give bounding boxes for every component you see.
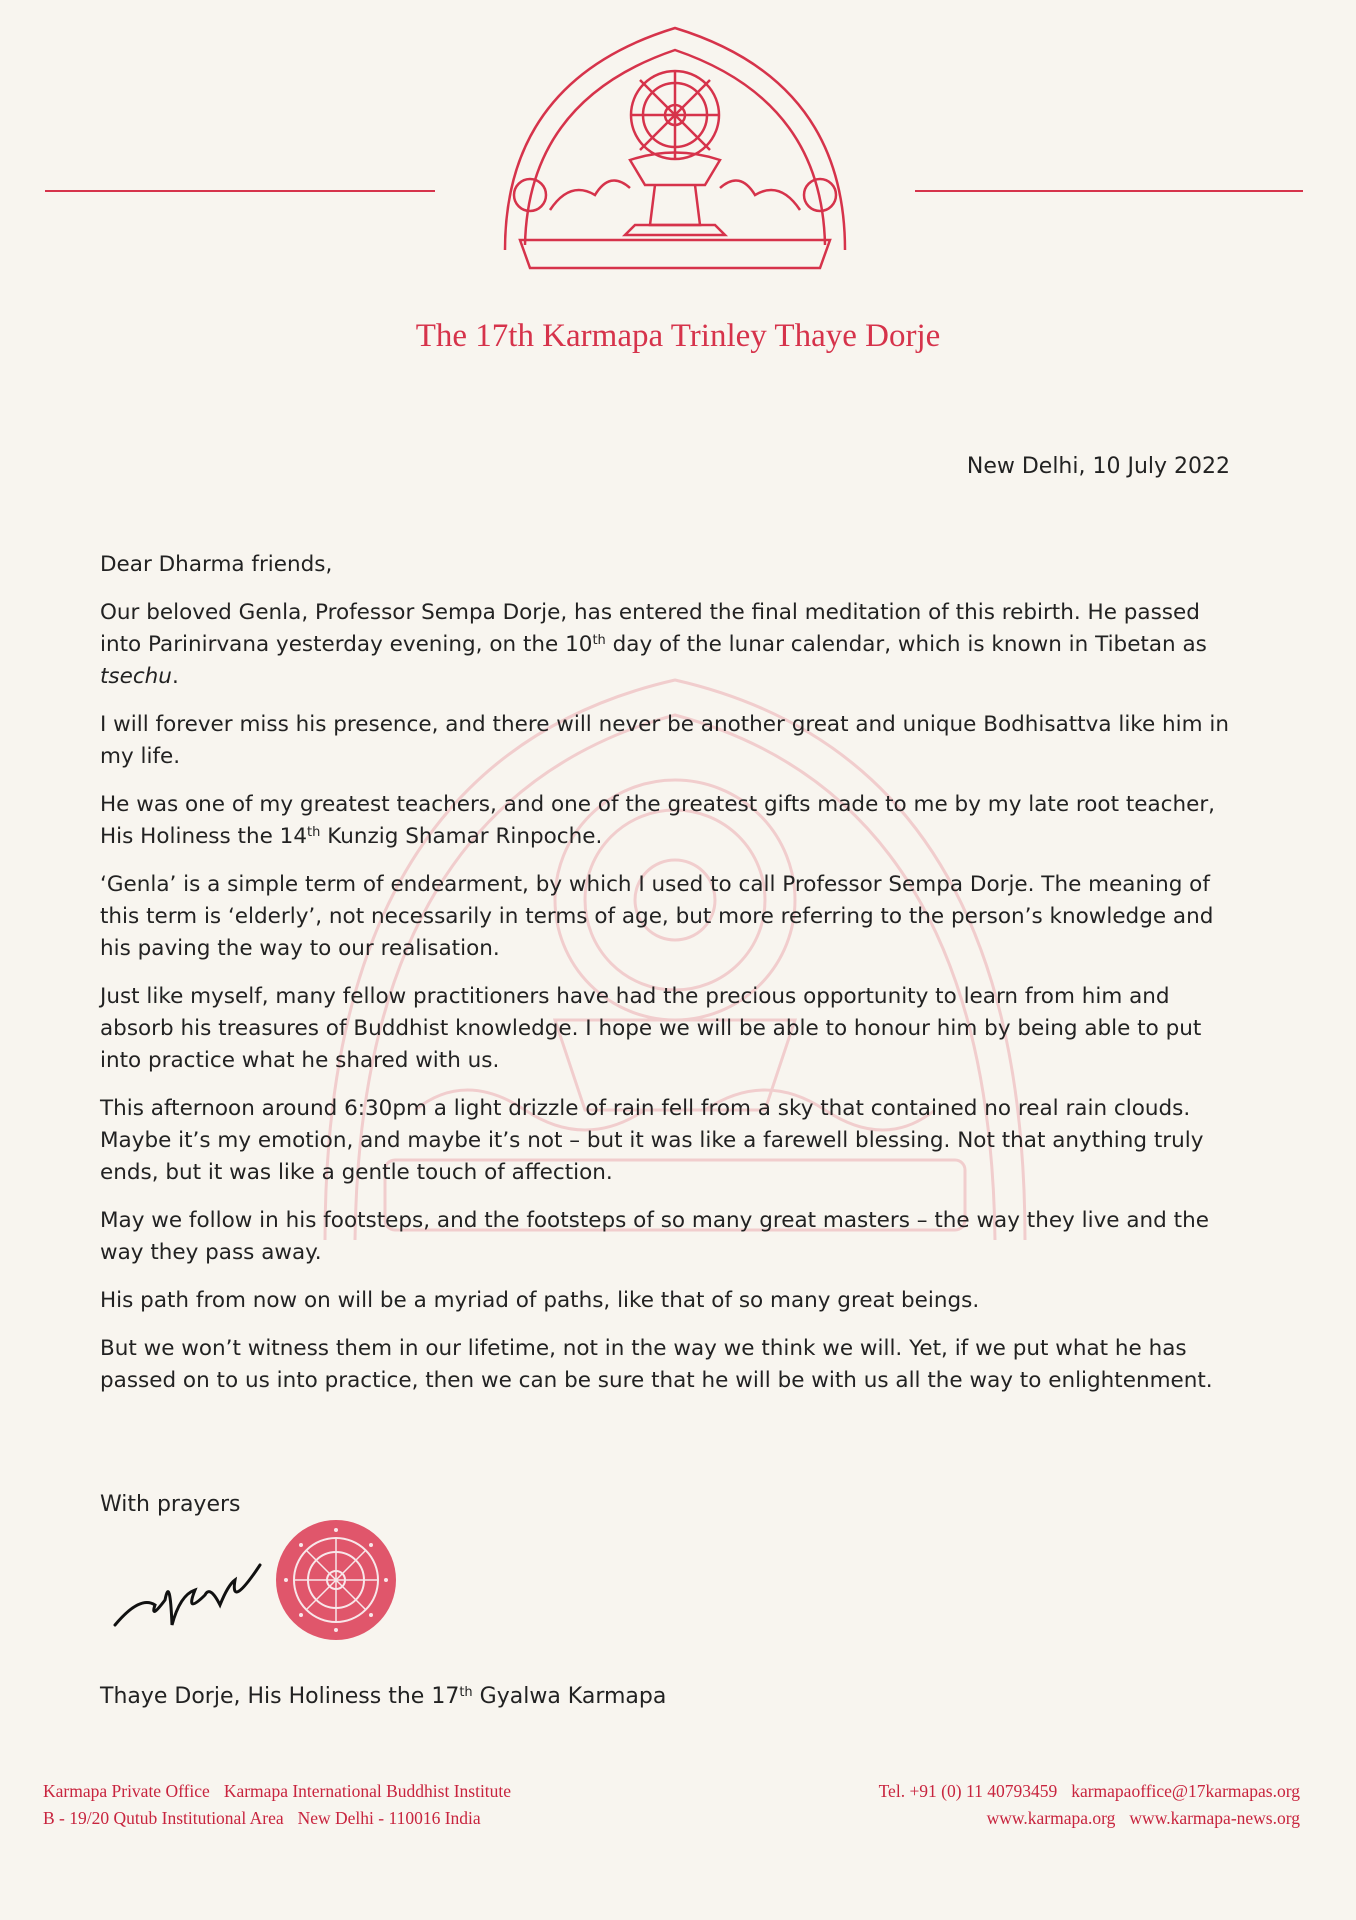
footer-city: New Delhi - 110016 India — [297, 1808, 481, 1828]
paragraph-7: May we follow in his footsteps, and the footsteps of so many great masters – the way they live and the way they pass away. — [100, 1208, 1209, 1265]
letterhead-rule-left — [45, 190, 435, 192]
paragraph-5: Just like myself, many fellow practitioners have had the precious opportunity to learn from him and absorb his treasures of Buddhist knowledge. I hope we will be able to honour him by being able to put into practice what he shared with us. — [100, 984, 1202, 1073]
paragraph-2: I will forever miss his presence, and there will never be another great and unique Bodhisattva like him in my life. — [100, 712, 1230, 769]
letterhead-rule-right — [915, 190, 1303, 192]
footer-office: Karmapa Private Office — [43, 1781, 210, 1801]
salutation: Dear Dharma friends, — [100, 552, 333, 577]
footer-email[interactable]: karmapaoffice@17karmapas.org — [1071, 1781, 1300, 1801]
footer-web-1[interactable]: www.karmapa.org — [986, 1808, 1116, 1828]
paragraph-3: He was one of my greatest teachers, and one of the greatest gifts made to me by my late root teacher, His Holiness the 14th Kunzig Shamar Rinpoche. — [100, 792, 1216, 849]
footer-tel: Tel. +91 (0) 11 40793459 — [878, 1781, 1058, 1801]
paragraph-1: Our beloved Genla, Professor Sempa Dorje, has entered the final meditation of this rebirth. He passed into Parinirvana yesterday evening, on the 10th day of the lunar calendar, which is known in Tibetan as tsechu. — [100, 600, 1207, 689]
footer-web-2[interactable]: www.karmapa-news.org — [1129, 1808, 1300, 1828]
footer-contact — [879, 1778, 1300, 1832]
paragraph-4: ‘Genla’ is a simple term of endearment, by which I used to call Professor Sempa Dorje. The meaning of this term is ‘elderly’, not necessarily in terms of age, but more referring to the person’s knowledge and his paving the way to our realisation. — [100, 872, 1214, 961]
red-seal-icon — [274, 1518, 398, 1642]
footer-street: B - 19/20 Qutub Institutional Area — [43, 1808, 284, 1828]
signature-icon — [110, 1555, 270, 1635]
footer-institute: Karmapa International Buddhist Institute — [223, 1781, 512, 1801]
letter-date: New Delhi, 10 July 2022 — [966, 454, 1230, 479]
paragraph-6: This afternoon around 6:30pm a light drizzle of rain fell from a sky that contained no real rain clouds. Maybe it’s my emotion, and maybe it’s not – but it was like a farewell blessing. Not that anything truly ends, but it was like a gentle touch of affection. — [100, 1096, 1204, 1185]
letterhead-title: The 17th Karmapa Trinley Thaye Dorje — [415, 318, 941, 354]
dharma-wheel-emblem-icon — [490, 20, 860, 285]
footer-address — [43, 1778, 511, 1832]
paragraph-8: His path from now on will be a myriad of paths, like that of so many great beings. — [100, 1288, 980, 1313]
letter-body — [100, 549, 1240, 1413]
signatory: Thaye Dorje, His Holiness the 17th Gyalwa Karmapa — [100, 1684, 667, 1709]
paragraph-9: But we won’t witness them in our lifetime, not in the way we think we will. Yet, if we put what he has passed on to us into practice, then we can be sure that he will be with us all the way to enlightenment. — [100, 1336, 1213, 1393]
closing: With prayers — [100, 1492, 241, 1517]
